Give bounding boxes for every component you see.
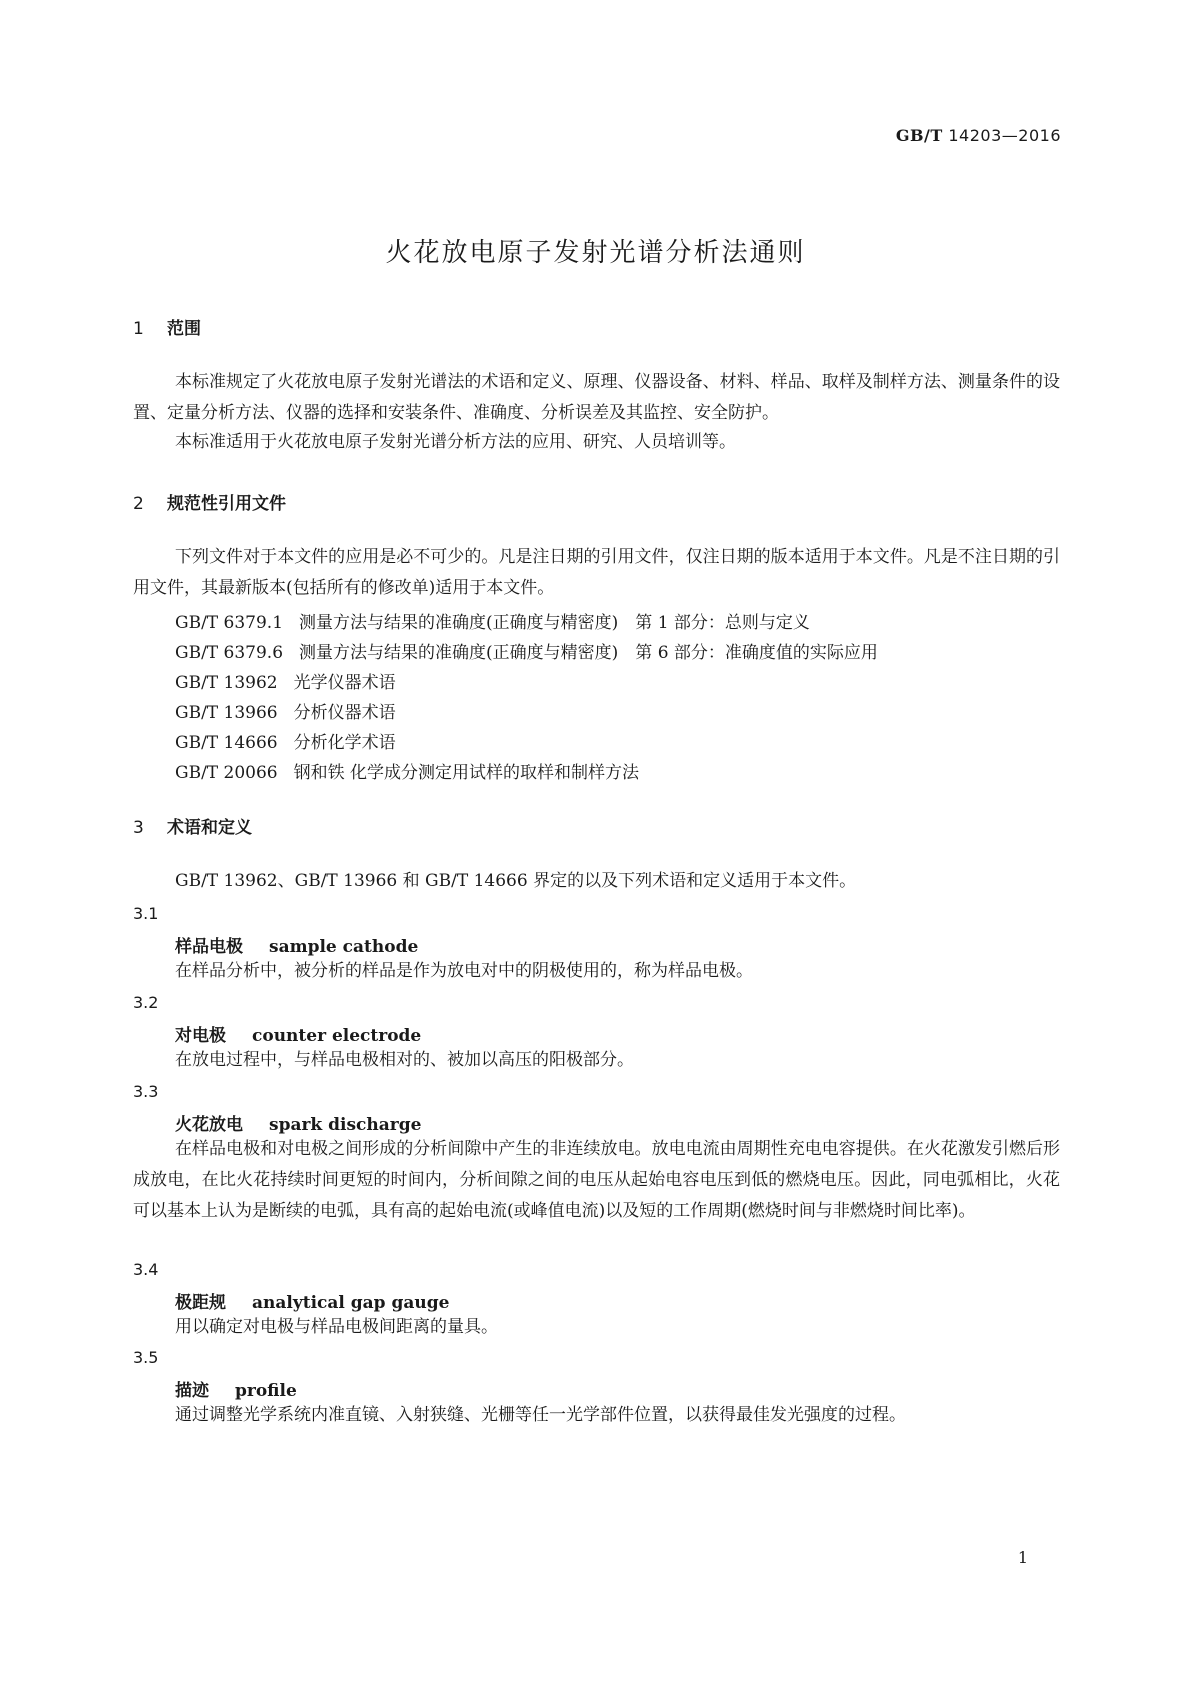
document-title: 火花放电原子发射光谱分析法通则 (385, 238, 806, 268)
reference-item: GB/T 13962 光学仪器术语 (175, 673, 396, 693)
term-definition: 在放电过程中，与样品电极相对的、被加以高压的阳极部分。 (175, 1050, 634, 1070)
reference-item: GB/T 13966 分析仪器术语 (175, 703, 396, 723)
scope-paragraph-2: 本标准适用于火花放电原子发射光谱分析方法的应用、研究、人员培训等。 (175, 432, 736, 452)
scope-paragraph-1: 本标准规定了火花放电原子发射光谱法的术语和定义、原理、仪器设备、材料、样品、取样及制样方法、测量条件的设置、定量分析方法、仪器的选择和安装条件、准确度、分析误差及其监控、安全防护。 (133, 372, 1060, 423)
term-definition: 在样品分析中，被分析的样品是作为放电对中的阴极使用的，称为样品电极。 (175, 961, 753, 981)
standard-number: GB/T 14203—2016 (895, 126, 1061, 145)
reference-item: GB/T 20066 钢和铁 化学成分测定用试样的取样和制样方法 (175, 763, 640, 783)
term-heading: 极距规 analytical gap gauge (175, 1293, 450, 1313)
term-number: 3.5 (133, 1348, 159, 1367)
term-heading: 样品电极 sample cathode (175, 937, 419, 957)
references-intro: 下列文件对于本文件的应用是必不可少的。凡是注日期的引用文件，仅注日期的版本适用于本文件。凡是不注日期的引用文件，其最新版本(包括所有的修改单)适用于本文件。 (133, 547, 1060, 598)
term-definition: 在样品电极和对电极之间形成的分析间隙中产生的非连续放电。放电电流由周期性充电电容提供。在火花激发引燃后形成放电，在比火花持续时间更短的时间内，分析间隙之间的电压从起始电容电压到低的燃烧电压。因此，同电弧相比，火花可以基本上认为是断续的电弧，具有高的起始电流(或峰值电流)以及短的工作周期(燃烧时间与非燃烧时间比率)。 (133, 1139, 1060, 1221)
term-definition: 通过调整光学系统内准直镜、入射狭缝、光栅等任一光学部件位置，以获得最佳发光强度的过程。 (175, 1405, 906, 1425)
reference-item: GB/T 6379.6 测量方法与结果的准确度(正确度与精密度) 第 6 部分：准确度值的实际应用 (175, 643, 878, 663)
term-heading: 对电极 counter electrode (175, 1026, 422, 1046)
section-heading-2: 2 规范性引用文件 (133, 494, 286, 514)
term-number: 3.1 (133, 904, 159, 923)
term-number: 3.3 (133, 1082, 159, 1101)
section-heading-3: 3 术语和定义 (133, 818, 252, 838)
term-heading: 火花放电 spark discharge (175, 1115, 422, 1135)
reference-item: GB/T 6379.1 测量方法与结果的准确度(正确度与精密度) 第 1 部分：总则与定义 (175, 613, 810, 633)
section-heading-1: 1 范围 (133, 319, 201, 339)
term-definition: 用以确定对电极与样品电极间距离的量具。 (175, 1317, 498, 1337)
terms-intro: GB/T 13962、GB/T 13966 和 GB/T 14666 界定的以及下列术语和定义适用于本文件。 (175, 871, 857, 891)
term-number: 3.2 (133, 993, 159, 1012)
page-number: 1 (1017, 1548, 1028, 1567)
term-number: 3.4 (133, 1260, 159, 1279)
reference-item: GB/T 14666 分析化学术语 (175, 733, 396, 753)
term-heading: 描迹 profile (175, 1381, 297, 1401)
